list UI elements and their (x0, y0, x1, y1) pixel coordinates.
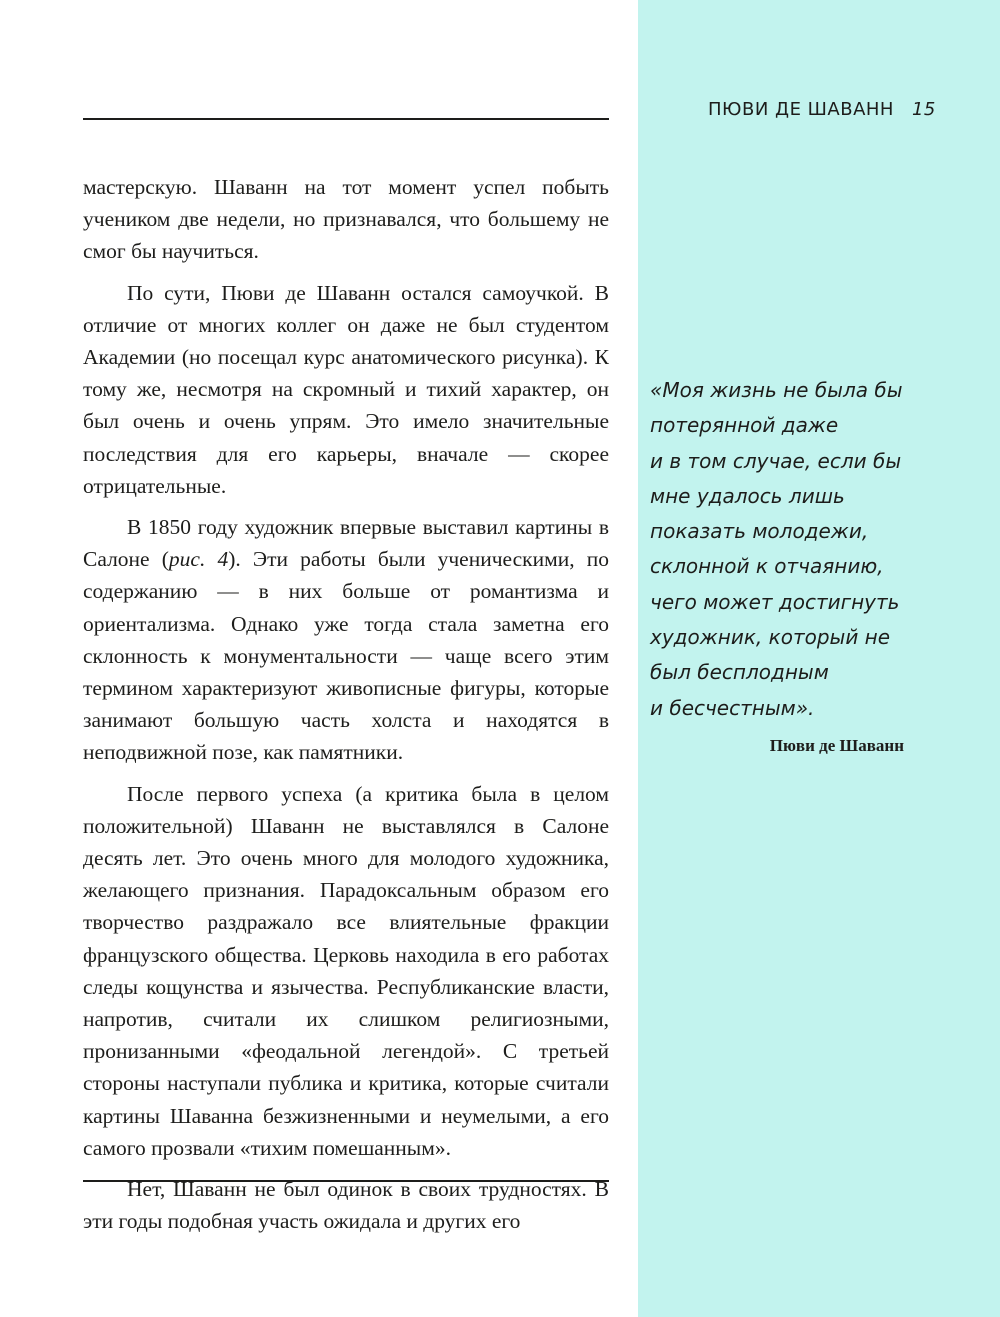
quote-line: и в том случае, если бы (650, 448, 902, 473)
paragraph-2: По сути, Пюви де Шаванн остался самоучкой. В отличие от многих коллег он даже не был студентом Академии (но посещал курс анатомического рисунка). К тому же, несмотря на скромный и тихий характер, он был очень и очень упрям. Это имело значительные последствия для его карьеры, вначале — скорее отрицательные. (83, 280, 609, 498)
paragraph-4: После первого успеха (а критика была в целом положительной) Шаванн не выставлялся в Салоне десять лет. Это очень много для молодого художника, желающего признания. Парадоксальным образом его творчество раздражало все влиятельные фракции французского общества. Церковь находила в его работах следы кощунства и язычества. Республиканские власти, напротив, считали их слишком религиозными, пронизанными «феодальной легендой». С третьей стороны наступали публика и критика, которые считали картины Шаванна безжизненными и неумелыми, а его самого прозвали «тихим помешанным». (83, 781, 609, 1160)
quote-line: был бесплодным (650, 660, 829, 685)
running-head (708, 99, 936, 120)
quote-line: мне удалось лишь (650, 483, 845, 508)
paragraph-3 (83, 511, 609, 769)
pull-quote (650, 373, 950, 726)
body-text (83, 171, 609, 1238)
quote-line: чего может достигнуть (650, 589, 900, 614)
quote-line: «Моя жизнь не была бы (650, 378, 903, 402)
paragraph-3-part-2: ). Эти работы были ученическими, по содержанию — в них больше от романтизма и ориентализма. Однако уже тогда стала заметна его склонность к монументальности — чаще всего этим термином характеризуют живописные фигуры, которые занимают большую часть холста и находятся в неподвижной позе, как памятники. (83, 547, 609, 765)
paragraph-5: Нет, Шаванн не был одинок в своих трудностях. В эти годы подобная участь ожидала и других его (83, 1177, 609, 1234)
quote-line: склонной к отчаянию, (650, 554, 884, 579)
quote-line: показать молодежи, (650, 519, 869, 544)
bottom-rule (83, 1180, 609, 1182)
paragraph-3-part-1: В 1850 году художник впервые выставил картины в Салоне ( (83, 515, 609, 572)
quote-author: Пюви де Шаванн (769, 736, 904, 755)
figure-reference: рис. 4 (168, 547, 229, 572)
quote-line: и бесчестным». (650, 695, 815, 720)
quote-line: художник, который не (650, 625, 891, 650)
running-head-title: ПЮВИ ДЕ ШАВАНН (708, 99, 894, 120)
page-number: 15 (911, 99, 936, 120)
paragraph-1: мастерскую. Шаванн на тот момент успел побыть учеником две недели, но признавался, что большему не смог бы научиться. (83, 175, 609, 264)
quote-line: потерянной даже (650, 413, 839, 438)
top-rule (83, 118, 609, 120)
